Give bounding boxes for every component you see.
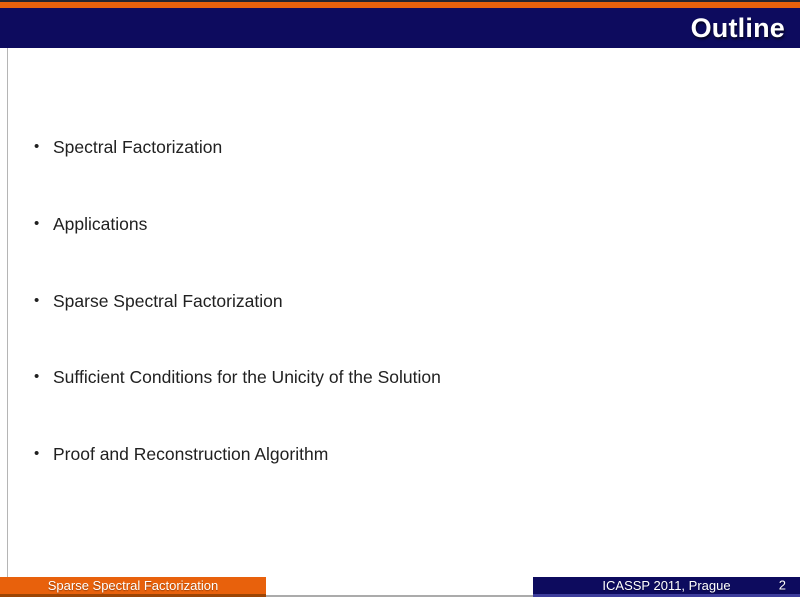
footer-conference-label: ICASSP 2011, Prague: [602, 578, 731, 593]
footer-left-box: [0, 577, 266, 597]
bullet-item-applications: • Applications: [34, 213, 754, 235]
bullet-item-sparse-spectral-factorization: • Sparse Spectral Factorization: [34, 290, 754, 312]
footer-right-box: [533, 577, 800, 597]
bullet-item-proof-reconstruction: • Proof and Reconstruction Algorithm: [34, 443, 754, 465]
footer-presentation-title: Sparse Spectral Factorization: [47, 578, 219, 593]
page-number: 2: [778, 576, 786, 592]
bullet-item-sufficient-conditions: • Sufficient Conditions for the Unicity of the Solution: [34, 366, 754, 388]
bullet-item-spectral-factorization: • Spectral Factorization: [34, 136, 754, 158]
slide-title: Outline: [690, 12, 785, 43]
slide-header-bar: [0, 8, 800, 48]
